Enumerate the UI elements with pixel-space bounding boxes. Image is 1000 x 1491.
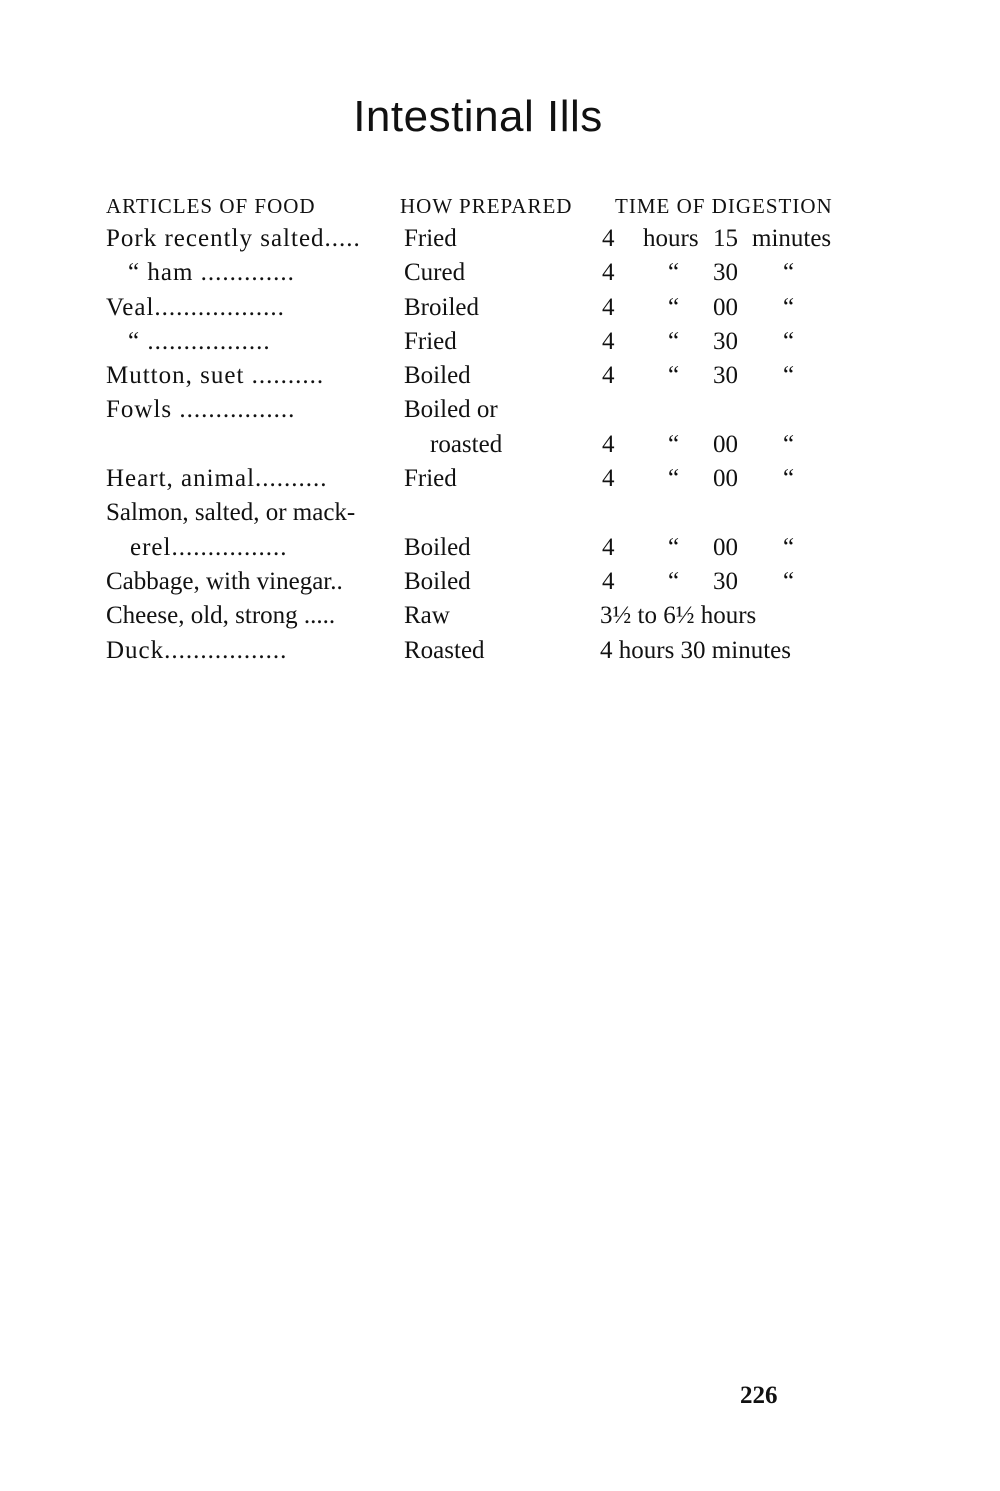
table-row xyxy=(0,565,1000,599)
hours-unit-cell: “ xyxy=(668,465,680,493)
food-cell: Cheese, old, strong ..... xyxy=(106,602,336,630)
food-cell: Duck................. xyxy=(106,636,288,664)
minutes-cell: 00 xyxy=(713,430,738,458)
hours-cell: 4 xyxy=(602,362,615,390)
hours-unit-cell: “ xyxy=(668,430,680,458)
table-row xyxy=(0,599,1000,633)
header-how-prepared: HOW PREPARED xyxy=(400,194,573,218)
prepared-cell: roasted xyxy=(430,430,503,458)
food-cell: Fowls ................ xyxy=(106,396,296,424)
food-cell: “ ham ............. xyxy=(128,259,295,287)
header-articles-of-food: ARTICLES OF FOOD xyxy=(106,194,316,218)
food-cell: erel................ xyxy=(130,533,288,561)
prepared-cell: Boiled xyxy=(404,362,471,390)
food-cell: Mutton, suet .......... xyxy=(106,362,325,390)
hours-cell: 4 xyxy=(602,430,615,458)
hours-cell: 4 xyxy=(602,533,615,561)
hours-cell: 4 xyxy=(602,259,615,287)
table-row xyxy=(0,531,1000,565)
minutes-unit-cell: “ xyxy=(783,362,795,390)
page-title: Intestinal Ills xyxy=(353,92,603,141)
hours-cell: 4 xyxy=(602,465,615,493)
prepared-cell: Boiled xyxy=(404,567,471,595)
table-row xyxy=(0,291,1000,325)
minutes-unit-cell: “ xyxy=(783,430,795,458)
prepared-cell: Roasted xyxy=(404,636,485,664)
minutes-unit-cell: “ xyxy=(783,327,795,355)
hours-unit-cell: hours xyxy=(643,225,699,252)
minutes-cell: 30 xyxy=(713,259,738,287)
table-row xyxy=(0,393,1000,427)
minutes-cell: 30 xyxy=(713,327,738,355)
prepared-cell: Cured xyxy=(404,259,466,287)
hours-cell: 4 xyxy=(602,293,615,321)
digestion-time-cell: 3½ to 6½ hours xyxy=(600,602,757,630)
food-cell: Salmon, salted, or mack- xyxy=(106,499,356,527)
hours-unit-cell: “ xyxy=(668,362,680,390)
table-row xyxy=(0,462,1000,496)
hours-cell: 4 xyxy=(602,567,615,595)
minutes-cell: 00 xyxy=(713,293,738,321)
digestion-table xyxy=(0,222,1000,668)
minutes-cell: 30 xyxy=(713,567,738,595)
food-cell: Heart, animal.......... xyxy=(106,465,328,493)
prepared-cell: Boiled or xyxy=(404,396,498,424)
table-row xyxy=(0,222,1000,256)
hours-cell: 4 xyxy=(602,225,615,252)
minutes-unit-cell: “ xyxy=(783,465,795,493)
hours-unit-cell: “ xyxy=(668,567,680,595)
prepared-cell: Raw xyxy=(404,602,450,630)
table-row xyxy=(0,359,1000,393)
minutes-cell: 00 xyxy=(713,465,738,493)
prepared-cell: Fried xyxy=(404,225,457,252)
hours-unit-cell: “ xyxy=(668,259,680,287)
header-time-of-digestion: TIME OF DIGESTION xyxy=(615,194,833,218)
digestion-time-cell: 4 hours 30 minutes xyxy=(600,636,791,664)
minutes-unit-cell: “ xyxy=(783,533,795,561)
hours-unit-cell: “ xyxy=(668,327,680,355)
prepared-cell: Broiled xyxy=(404,293,479,321)
hours-unit-cell: “ xyxy=(668,293,680,321)
minutes-unit-cell: “ xyxy=(783,259,795,287)
page-number: 226 xyxy=(740,1382,778,1409)
hours-unit-cell: “ xyxy=(668,533,680,561)
prepared-cell: Boiled xyxy=(404,533,471,561)
minutes-unit-cell: “ xyxy=(783,293,795,321)
prepared-cell: Fried xyxy=(404,327,457,355)
table-row xyxy=(0,256,1000,290)
food-cell: Pork recently salted..... xyxy=(106,225,361,252)
table-row xyxy=(0,634,1000,668)
table-row xyxy=(0,325,1000,359)
food-cell: Veal.................. xyxy=(106,293,285,321)
table-row xyxy=(0,428,1000,462)
minutes-cell: 30 xyxy=(713,362,738,390)
hours-cell: 4 xyxy=(602,327,615,355)
prepared-cell: Fried xyxy=(404,465,457,493)
food-cell: Cabbage, with vinegar.. xyxy=(106,567,343,595)
minutes-unit-cell: minutes xyxy=(752,225,832,252)
minutes-cell: 00 xyxy=(713,533,738,561)
minutes-unit-cell: “ xyxy=(783,567,795,595)
food-cell: “ ................. xyxy=(128,327,271,355)
table-row xyxy=(0,496,1000,530)
minutes-cell: 15 xyxy=(713,225,738,252)
